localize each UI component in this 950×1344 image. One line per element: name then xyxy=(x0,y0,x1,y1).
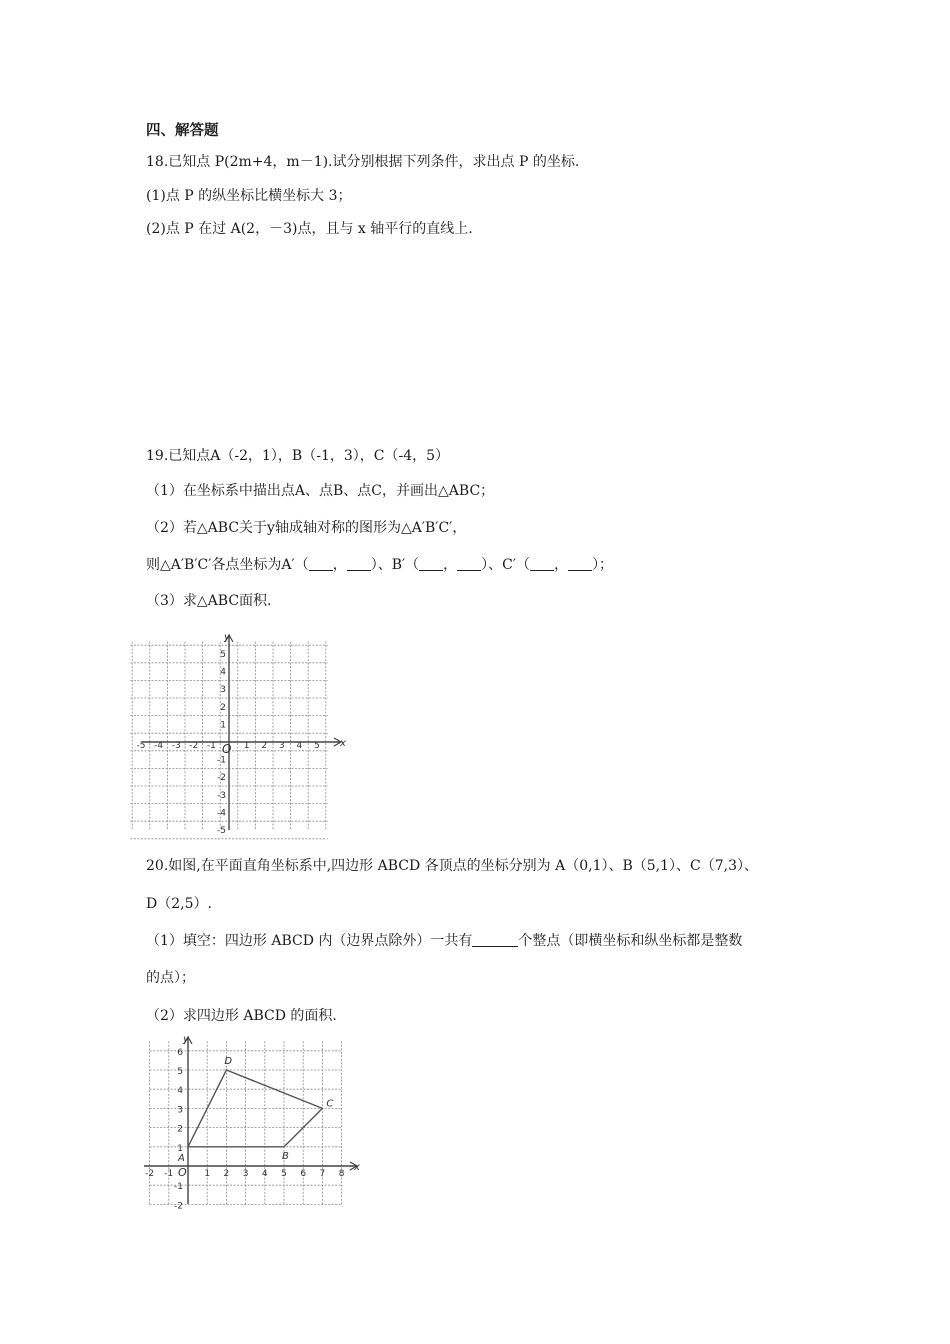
x-tick-label: -1 xyxy=(206,741,216,751)
y-tick-label: 6 xyxy=(177,1047,183,1058)
y-tick-label: -2 xyxy=(174,1201,183,1212)
x-tick-label: -4 xyxy=(154,741,164,751)
q19-part1: （1）在坐标系中描出点A、点B、点C，并画出△ABC； xyxy=(146,483,495,499)
q20-stem-line1: 20.如图,在平面直角坐标系中,四边形 ABCD 各顶点的坐标分别为 A（0,1）、B（5,1）、C（7,3）、 xyxy=(146,858,759,874)
y-tick-label: 4 xyxy=(220,667,226,678)
blank-c-y[interactable] xyxy=(568,556,592,571)
vertex-labels xyxy=(177,1056,333,1164)
x-tick-label: 1 xyxy=(204,1169,211,1179)
y-tick-label: 3 xyxy=(220,685,226,696)
y-axis xyxy=(225,635,233,830)
q19-coordinate-grid xyxy=(136,630,350,836)
section-heading: 四、解答题 xyxy=(146,123,219,139)
q20-part1-suffix: 个整点（即横坐标和纵坐标都是整数 xyxy=(518,933,743,949)
blank-b-x[interactable] xyxy=(419,556,443,571)
x-tick-label: 2 xyxy=(223,1169,230,1179)
comma: ， xyxy=(443,557,458,573)
q19-answer-prefix: 则△A′B′C′各点坐标为A′（ xyxy=(146,557,309,573)
vertex-label-a: A xyxy=(178,1152,185,1164)
y-tick-label: -5 xyxy=(217,826,226,836)
y-tick-label: -1 xyxy=(174,1182,183,1193)
q20-coordinate-grid xyxy=(140,1032,365,1212)
x-tick-label: 8 xyxy=(338,1169,345,1179)
y-tick-label: 2 xyxy=(177,1124,183,1135)
y-tick-labels xyxy=(174,1048,183,1212)
y-tick-label: -2 xyxy=(217,773,226,784)
x-tick-label: 5 xyxy=(314,741,320,751)
y-axis-label: y xyxy=(224,632,230,643)
y-tick-label: 4 xyxy=(177,1086,183,1097)
x-tick-label: 5 xyxy=(281,1169,287,1179)
x-tick-label: 7 xyxy=(319,1169,326,1179)
x-tick-label: 2 xyxy=(261,741,268,751)
y-tick-label: 3 xyxy=(177,1105,183,1116)
y-tick-label: -4 xyxy=(217,808,226,819)
x-tick-label: -2 xyxy=(189,741,199,751)
x-tick-label: -5 xyxy=(136,741,146,751)
c-prefix: ）、C′（ xyxy=(481,557,531,573)
blank-integer-points[interactable] xyxy=(472,932,518,947)
y-axis-label: y xyxy=(183,1034,189,1045)
x-tick-labels xyxy=(145,1169,345,1179)
q20-part2: （2）求四边形 ABCD 的面积. xyxy=(146,1008,337,1024)
answer-end: ）； xyxy=(592,557,614,573)
b-prefix: ）、B′（ xyxy=(370,557,420,573)
q20-part1-line2: 的点）； xyxy=(146,970,195,986)
q19-stem: 19.已知点A（-2，1），B（-1，3），C（-4，5） xyxy=(146,448,450,464)
x-axis-label: x xyxy=(354,1162,360,1173)
y-tick-label: 5 xyxy=(177,1067,183,1077)
x-tick-label: 1 xyxy=(243,741,250,751)
x-tick-label: -1 xyxy=(164,1169,174,1179)
q18-stem: 18.已知点 P(2m+4，m－1).试分别根据下列条件，求出点 P 的坐标. xyxy=(146,154,580,170)
q19-part2: （2）若△ABC关于y轴成轴对称的图形为△A′B′C′， xyxy=(146,520,467,536)
comma: ， xyxy=(554,557,569,573)
y-tick-label: 1 xyxy=(177,1143,183,1154)
x-tick-label: 3 xyxy=(242,1169,249,1179)
vertex-label-b: B xyxy=(282,1150,289,1162)
x-tick-label: 4 xyxy=(296,741,303,751)
y-tick-label: 5 xyxy=(220,650,226,660)
q19-answer-line xyxy=(146,556,613,574)
x-tick-label: -2 xyxy=(145,1169,155,1179)
x-tick-label: 6 xyxy=(300,1169,307,1179)
x-tick-label: -3 xyxy=(171,741,181,751)
blank-a-x[interactable] xyxy=(309,556,333,571)
comma: ， xyxy=(332,557,347,573)
y-tick-label: -1 xyxy=(217,755,226,766)
blank-c-x[interactable] xyxy=(530,556,554,571)
blank-a-y[interactable] xyxy=(347,556,371,571)
vertex-label-c: C xyxy=(326,1098,334,1110)
origin-label: O xyxy=(178,1166,187,1179)
y-tick-label: 1 xyxy=(220,720,226,731)
q20-part1-prefix: （1）填空：四边形 ABCD 内（边界点除外）一共有 xyxy=(146,933,473,949)
vertex-label-d: D xyxy=(224,1056,233,1067)
x-axis-label: x xyxy=(340,738,346,749)
origin-label: O xyxy=(222,742,232,756)
q19-part3: （3）求△ABC面积. xyxy=(146,593,272,609)
y-tick-label: -3 xyxy=(217,790,226,801)
x-tick-label: 3 xyxy=(278,741,285,751)
q18-part1: (1)点 P 的纵坐标比横坐标大 3； xyxy=(146,188,352,204)
q20-part1-line1 xyxy=(146,932,742,950)
q18-part2: (2)点 P 在过 A(2，－3)点，且与 x 轴平行的直线上. xyxy=(146,221,473,237)
grid-lines xyxy=(150,1041,342,1204)
blank-b-y[interactable] xyxy=(457,556,481,571)
q20-stem-line2: D（2,5）. xyxy=(146,896,212,912)
y-tick-label: 2 xyxy=(220,702,226,713)
x-tick-label: 4 xyxy=(261,1169,268,1179)
